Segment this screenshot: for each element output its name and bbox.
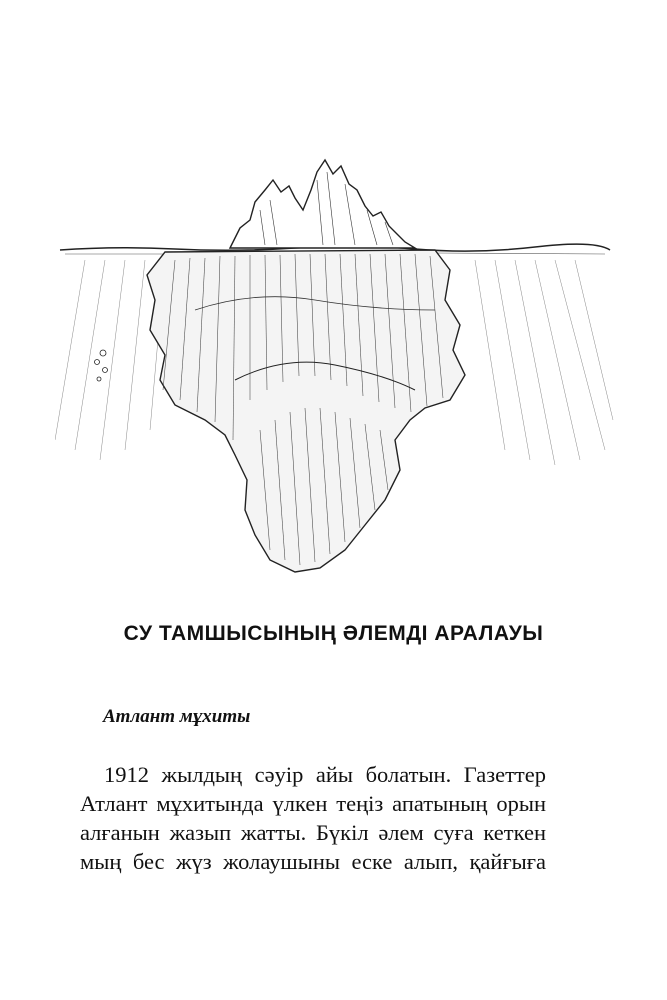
paragraph-line: 1912 жылдың сәуір айы болатын. Газеттер <box>104 762 546 787</box>
chapter-title: СУ ТАМШЫСЫНЫҢ ӘЛЕМДІ АРАЛАУЫ <box>123 622 544 645</box>
paragraph-line: Атлант мұхитында үлкен теңіз апатының орын <box>80 791 546 816</box>
section-subtitle: Атлант мұхиты <box>103 706 251 727</box>
paragraph-line: мың бес жүз жолаушыны еске алып, қайғыға <box>80 849 546 874</box>
paragraph-line: алғанын жазып жатты. Бүкіл әлем суға кеткен <box>80 820 546 845</box>
iceberg-illustration-icon <box>55 150 615 590</box>
body-paragraph <box>80 760 546 876</box>
